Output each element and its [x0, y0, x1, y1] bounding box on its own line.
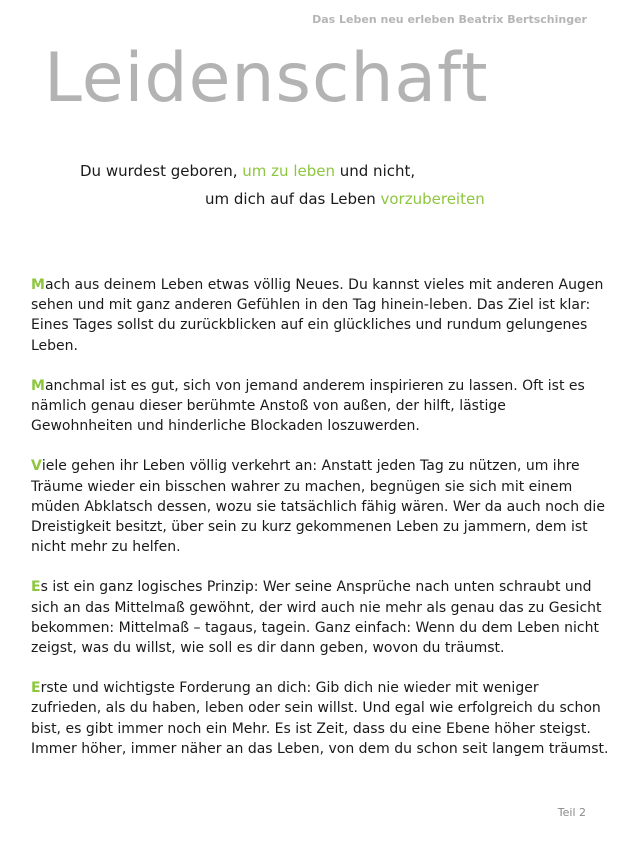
paragraph-4-initial: E	[31, 579, 41, 596]
paragraph-4	[31, 577, 611, 658]
body-text	[31, 275, 611, 779]
quote-line-2-start: um dich auf das Leben	[205, 190, 381, 208]
quote-line-1-start: Du wurdest geboren,	[80, 162, 243, 180]
paragraph-1-initial: M	[31, 277, 45, 293]
page-number: Teil 2	[557, 806, 586, 819]
paragraph-1	[31, 275, 611, 356]
quote-line-2	[0, 189, 632, 209]
page-title: Leidenschaft	[44, 39, 489, 118]
quote-line-1-accent: um zu leben	[242, 162, 335, 180]
paragraph-5	[31, 678, 611, 759]
paragraph-3-initial: V	[31, 458, 42, 475]
paragraph-2	[31, 376, 611, 437]
paragraph-4-text: s ist ein ganz logisches Prinzip: Wer seine Ansprüche nach unten schraubt und sich an das Mittelmaß gewöhnt, der wird auch nie mehr als genau das zu Gesicht bekommen: Mittelmaß – tagaus, tagein. Ganz einfach: Wenn du dem Leben nicht zeigst, was du willst, wie soll es dir dann geben, wovon du träumst.	[31, 579, 602, 657]
paragraph-5-text: rste und wichtigste Forderung an dich: Gib dich nie wieder mit weniger zufrieden, als du haben, leben oder sein willst. Und egal wie erfolgreich du schon bist, es gibt immer noch ein Mehr. Es ist Zeit, dass du eine Ebene höher steigst. Immer höher, immer näher an das Leben, von dem du schon seit langem träumst.	[31, 680, 609, 757]
header-author-line: Das Leben neu erleben Beatrix Bertschinger	[312, 13, 587, 26]
paragraph-5-initial: E	[31, 680, 41, 697]
paragraph-2-initial: M	[31, 377, 45, 394]
paragraph-1-text: ach aus deinem Leben etwas völlig Neues. Du kannst vieles mit anderen Augen sehen und mit ganz anderen Gefühlen in den Tag hinein-leben. Das Ziel ist klar: Eines Tages sollst du zurückblicken auf ein glückliches und rundum gelungenes Leben.	[31, 277, 604, 354]
paragraph-3-text: iele gehen ihr Leben völlig verkehrt an: Anstatt jeden Tag zu nützen, um ihre Träume wieder ein bisschen wahrer zu machen, begnügen sie sich mit einem müden Abklatsch dessen, wozu sie tatsächlich fähig wären. Wer da auch noch die Dreistigkeit besitzt, über sein zu kurz gekommenen Leben zu jammern, dem ist nicht mehr zu helfen.	[31, 458, 605, 556]
paragraph-3	[31, 456, 611, 557]
quote-line-2-accent: vorzubereiten	[380, 190, 485, 208]
quote-line-1	[0, 161, 632, 181]
paragraph-2-text: anchmal ist es gut, sich von jemand anderem inspirieren zu lassen. Oft ist es nämlich genau dieser berühmte Anstoß von außen, der hilft, lästige Gewohnheiten und hinderliche Blockaden loszuwerden.	[31, 377, 585, 435]
quote-line-1-end: und nicht,	[334, 162, 416, 180]
